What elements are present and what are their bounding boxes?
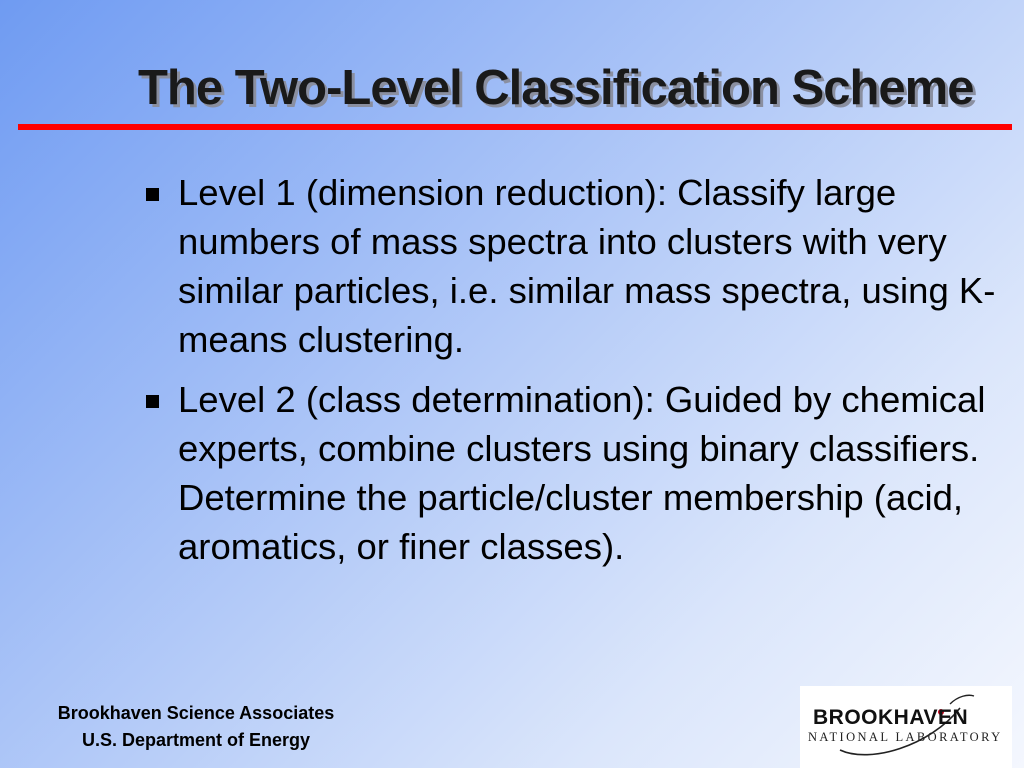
title-underline-divider — [18, 124, 1012, 130]
bullet-item-level-2 — [140, 375, 1000, 571]
logo-subtitle: NATIONAL LABORATORY — [808, 730, 1003, 744]
bullet-text: Level 1 (dimension reduction): Classify large numbers of mass spectra into clusters with very similar particles, i.e. similar mass spectra, using K-means clustering. — [178, 172, 996, 360]
footer-organization: Brookhaven Science Associates — [57, 703, 335, 723]
logo-wordmark: BROOKHAVEN — [813, 706, 969, 729]
slide-title: The Two-Level Classification Scheme — [138, 61, 974, 115]
bullet-text: Level 2 (class determination): Guided by chemical experts, combine clusters using binary classifiers. Determine the particle/cluster membership (acid, aromatics, or finer classes). — [178, 379, 986, 567]
footer-credits — [40, 700, 352, 754]
bullet-item-level-1 — [140, 168, 1000, 364]
footer-department: U.S. Department of Energy — [81, 730, 311, 750]
square-bullet-icon — [146, 188, 159, 201]
square-bullet-icon — [146, 395, 159, 408]
brookhaven-logo — [800, 686, 1012, 768]
bullet-list — [140, 168, 1000, 582]
